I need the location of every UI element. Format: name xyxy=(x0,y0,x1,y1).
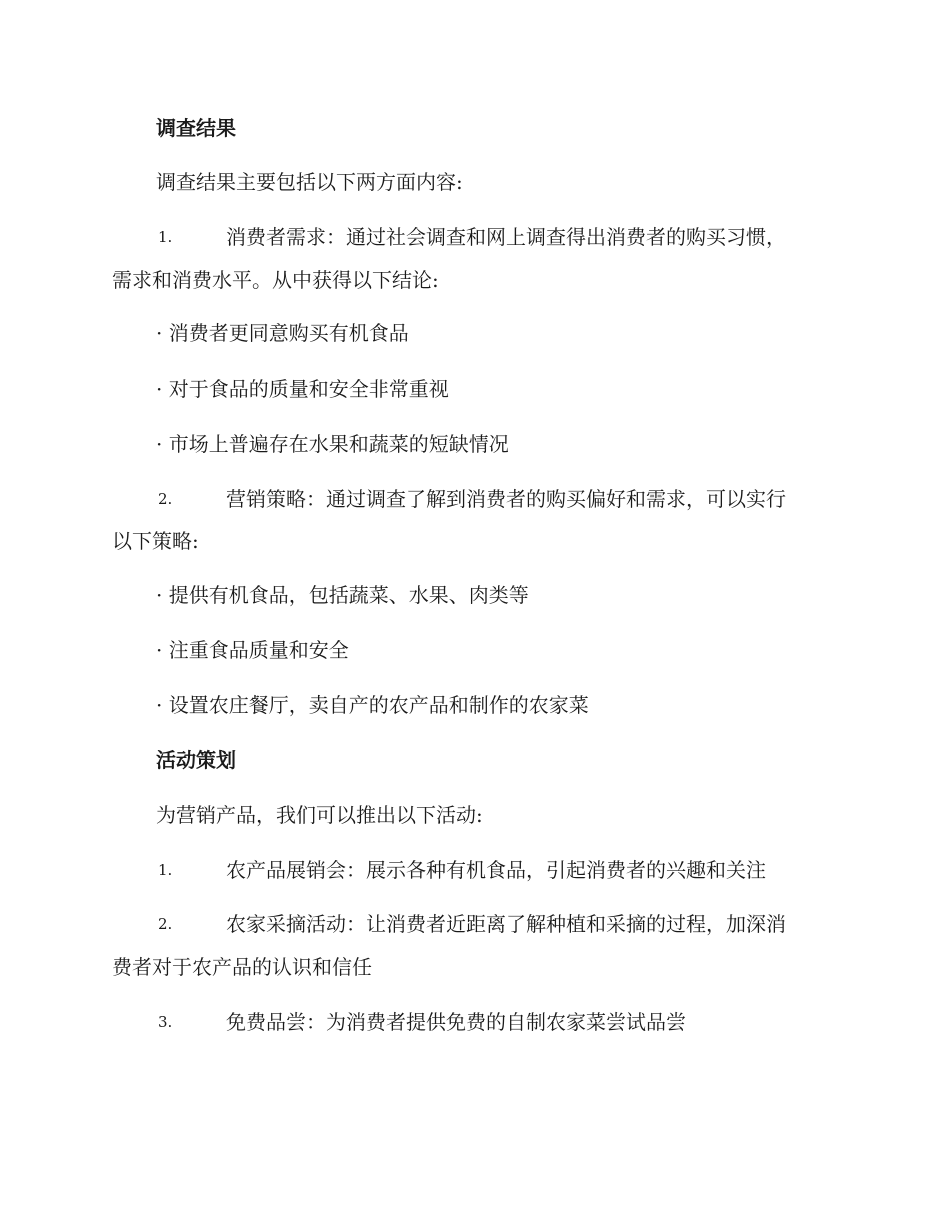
activity-item-3-number: 3. xyxy=(158,1013,173,1031)
survey-item-2-number: 2. xyxy=(158,490,173,508)
survey-bullet: · 消费者更同意购买有机食品 xyxy=(156,321,409,345)
survey-item-1-line1: 消费者需求：通过社会调查和网上调查得出消费者的购买习惯， xyxy=(226,225,786,249)
activities-intro: 为营销产品，我们可以推出以下活动: xyxy=(156,803,483,827)
strategy-bullet: · 设置农庄餐厅，卖自产的农产品和制作的农家菜 xyxy=(156,693,589,717)
survey-item-1-line2: 需求和消费水平。从中获得以下结论: xyxy=(112,268,439,292)
survey-item-2-line2: 以下策略: xyxy=(112,529,199,553)
section-heading-activities: 活动策划 xyxy=(156,748,236,772)
survey-bullet: · 市场上普遍存在水果和蔬菜的短缺情况 xyxy=(156,432,509,456)
section-heading-survey: 调查结果 xyxy=(156,116,236,140)
activity-item-2-line1: 农家采摘活动：让消费者近距离了解种植和采摘的过程，加深消 xyxy=(226,912,786,936)
activity-item-2-line2: 费者对于农产品的认识和信任 xyxy=(112,955,372,979)
survey-item-2-line1: 营销策略：通过调查了解到消费者的购买偏好和需求，可以实行 xyxy=(226,487,786,511)
activity-item-3-line1: 免费品尝：为消费者提供免费的自制农家菜尝试品尝 xyxy=(226,1010,686,1034)
activity-item-1-line1: 农产品展销会：展示各种有机食品，引起消费者的兴趣和关注 xyxy=(226,858,766,882)
survey-bullet: · 对于食品的质量和安全非常重视 xyxy=(156,377,449,401)
strategy-bullet: · 注重食品质量和安全 xyxy=(156,638,349,662)
activity-item-2-number: 2. xyxy=(158,915,173,933)
activity-item-1-number: 1. xyxy=(158,861,173,879)
survey-intro: 调查结果主要包括以下两方面内容: xyxy=(156,170,463,194)
survey-item-1-number: 1. xyxy=(158,228,173,246)
strategy-bullet: · 提供有机食品，包括蔬菜、水果、肉类等 xyxy=(156,583,529,607)
